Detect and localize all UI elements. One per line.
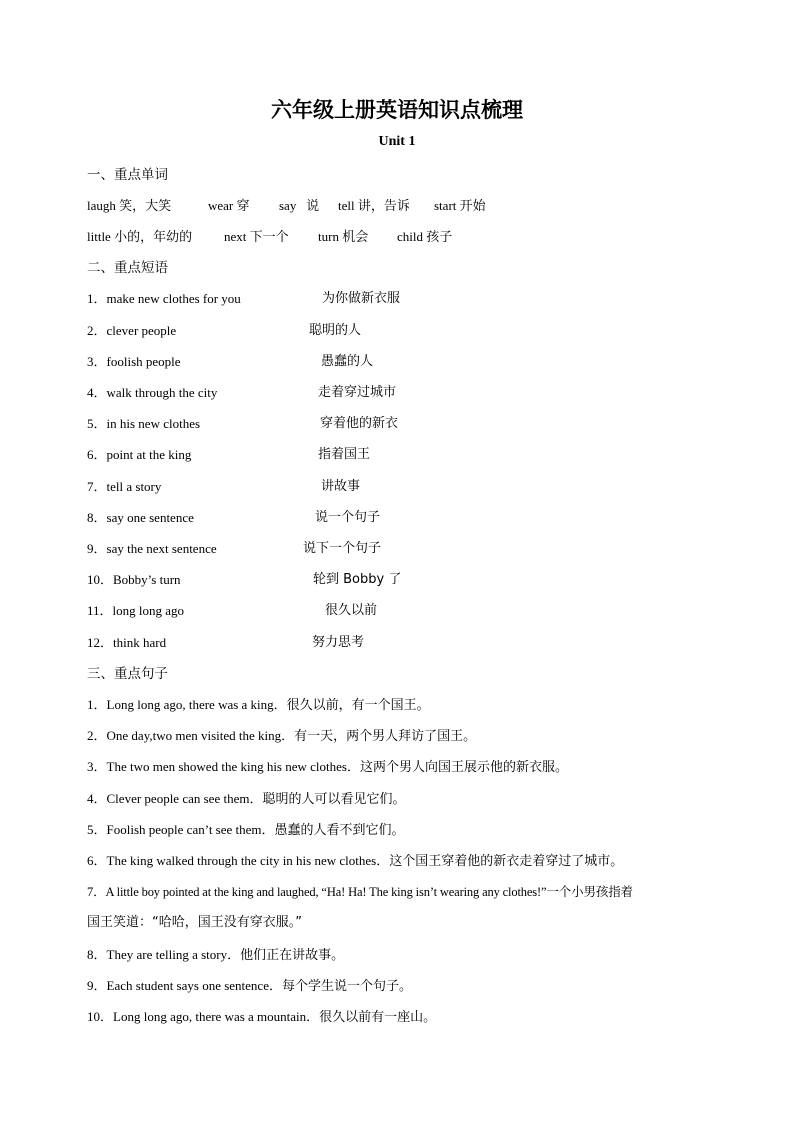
sentence-row: 6．The king walked through the city in his new clothes．这个国王穿着他的新衣走着穿过了城市。 bbox=[87, 853, 624, 869]
words-row-2 bbox=[87, 228, 453, 247]
phrase-row: 10．Bobby’s turn 轮到 Bobby 了 bbox=[87, 572, 402, 587]
phrase-row: 6．point at the king 指着国王 bbox=[87, 447, 371, 462]
sentence-row: 2．One day,two men visited the king．有一天，两个男人拜访了国王。 bbox=[87, 728, 477, 744]
word-item: next 下一个 bbox=[224, 229, 289, 245]
phrase-row: 4．walk through the city 走着穿过城市 bbox=[87, 385, 397, 400]
word-item: tell 讲，告诉 bbox=[338, 198, 410, 214]
phrase-row: 8．say one sentence 说一个句子 bbox=[87, 510, 381, 525]
sentences-heading: 三、重点句子 bbox=[87, 666, 168, 682]
phrases-heading: 二、重点短语 bbox=[87, 260, 168, 276]
word-item: little 小的，年幼的 bbox=[87, 229, 193, 245]
words-row-1 bbox=[87, 197, 486, 216]
words-heading: 一、重点单词 bbox=[87, 167, 168, 183]
word-item: child 孩子 bbox=[397, 229, 453, 245]
phrase-row: 1．make new clothes for you 为你做新衣服 bbox=[87, 291, 401, 306]
word-item: laugh 笑，大笑 bbox=[87, 198, 172, 214]
sentence-row: 1．Long long ago, there was a king．很久以前，有一个国王。 bbox=[87, 697, 430, 713]
sentence-continuation: 国王笑道：“哈哈，国王没有穿衣服。” bbox=[87, 915, 302, 930]
word-item: start 开始 bbox=[434, 198, 486, 214]
sentence-row: 9．Each student says one sentence．每个学生说一个句子。 bbox=[87, 978, 412, 994]
sentence-row: 4．Clever people can see them．聪明的人可以看见它们。 bbox=[87, 791, 406, 807]
page-title: 六年级上册英语知识点梳理 bbox=[271, 98, 523, 122]
word-item: wear 穿 bbox=[208, 198, 250, 214]
unit-title: Unit 1 bbox=[378, 134, 416, 149]
phrase-row: 7．tell a story 讲故事 bbox=[87, 479, 361, 494]
phrase-row: 2．clever people 聪明的人 bbox=[87, 323, 362, 338]
sentence-row: 5．Foolish people can’t see them．愚蠢的人看不到它们。 bbox=[87, 822, 405, 838]
phrase-row: 11．long long ago 很久以前 bbox=[87, 603, 378, 618]
sentence-row: 7．A little boy pointed at the king and laughed, “Ha! Ha! The king isn’t wearing any clothes!”一个小男孩指着 bbox=[87, 884, 633, 899]
sentence-row: 10．Long long ago, there was a mountain．很久以前有一座山。 bbox=[87, 1009, 437, 1025]
word-item: say 说 bbox=[279, 198, 320, 214]
phrase-row: 5．in his new clothes 穿着他的新衣 bbox=[87, 416, 399, 431]
phrase-row: 9．say the next sentence 说下一个句子 bbox=[87, 541, 382, 556]
word-item: turn 机会 bbox=[318, 229, 369, 245]
phrase-row: 12．think hard 努力思考 bbox=[87, 635, 365, 650]
phrase-row: 3．foolish people 愚蠢的人 bbox=[87, 354, 374, 369]
sentence-row: 3．The two men showed the king his new clothes．这两个男人向国王展示他的新衣服。 bbox=[87, 759, 568, 775]
sentence-row: 8．They are telling a story．他们正在讲故事。 bbox=[87, 947, 345, 963]
